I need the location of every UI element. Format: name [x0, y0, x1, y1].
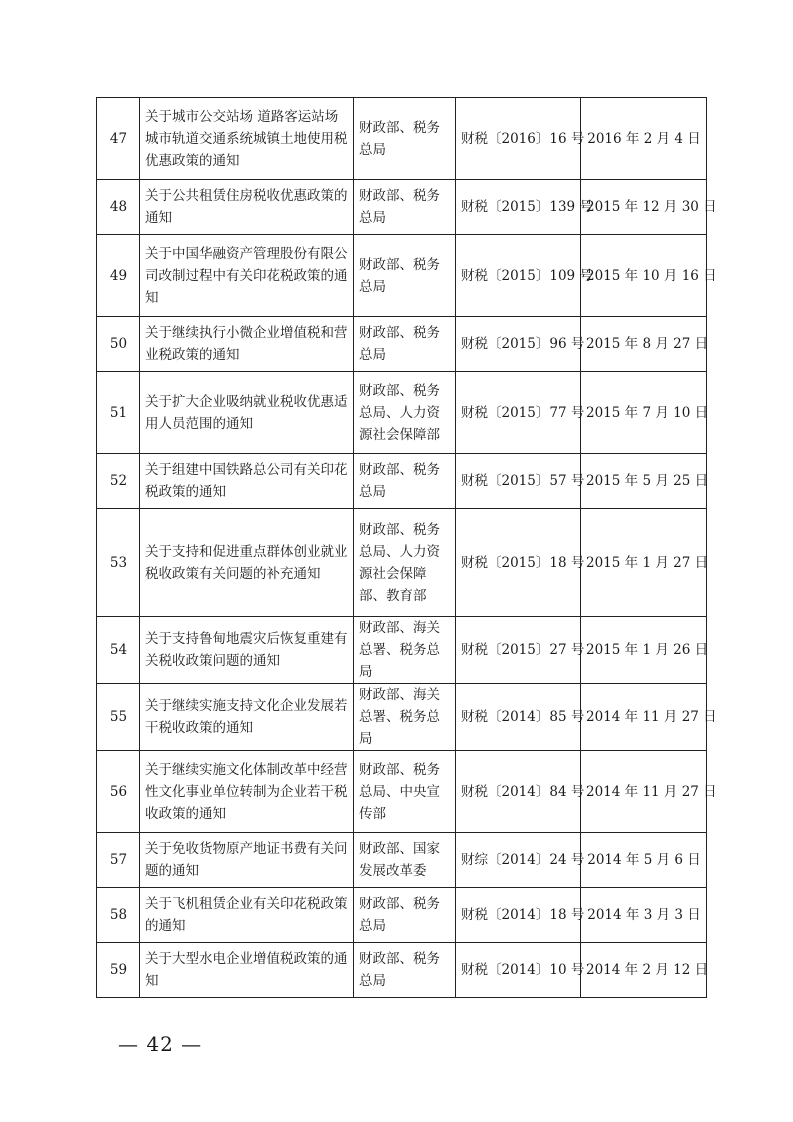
- table-row: [97, 235, 707, 317]
- issue-date: 2014 年 3 月 3 日: [581, 888, 707, 943]
- policy-title: 关于大型水电企业增值税政策的通知: [140, 943, 354, 998]
- table-row: [97, 98, 707, 180]
- policy-table-body: [97, 98, 717, 998]
- table-row: [97, 372, 707, 454]
- policy-title: 关于支持鲁甸地震灾后恢复重建有关税收政策问题的通知: [140, 617, 354, 684]
- issue-date: 2015 年 1 月 26 日: [581, 617, 707, 684]
- table-row: [97, 751, 707, 833]
- issue-date: 2015 年 7 月 10 日: [581, 372, 707, 454]
- issue-date: 2015 年 12 月 30 日: [581, 180, 707, 235]
- table-row: [97, 509, 707, 617]
- document-number: 财税〔2015〕57 号: [456, 454, 581, 509]
- table-row: [97, 454, 707, 509]
- document-number: 财税〔2016〕16 号: [456, 98, 581, 180]
- row-number: 54: [97, 617, 140, 684]
- document-number: 财综〔2014〕24 号: [456, 833, 581, 888]
- document-number: 财税〔2015〕27 号: [456, 617, 581, 684]
- policy-title: 关于支持和促进重点群体创业就业税收政策有关问题的补充通知: [140, 509, 354, 617]
- policy-title: 关于飞机租赁企业有关印花税政策的通知: [140, 888, 354, 943]
- issuing-department: 财政部、海关总署、税务总局: [354, 617, 456, 684]
- policy-title: 关于继续实施支持文化企业发展若干税收政策的通知: [140, 684, 354, 751]
- row-number: 51: [97, 372, 140, 454]
- issuing-department: 财政部、税务总局: [354, 888, 456, 943]
- policy-title: 关于公共租赁住房税收优惠政策的通知: [140, 180, 354, 235]
- row-number: 59: [97, 943, 140, 998]
- issuing-department: 财政部、税务总局、人力资源社会保障部: [354, 372, 456, 454]
- issue-date: 2014 年 11 月 27 日: [581, 751, 707, 833]
- row-number: 49: [97, 235, 140, 317]
- policy-title: 关于中国华融资产管理股份有限公司改制过程中有关印花税政策的通知: [140, 235, 354, 317]
- policy-title: 关于组建中国铁路总公司有关印花税政策的通知: [140, 454, 354, 509]
- issuing-department: 财政部、海关总署、税务总局: [354, 684, 456, 751]
- table-row: [97, 888, 707, 943]
- document-number: 财税〔2015〕18 号: [456, 509, 581, 617]
- table-row: [97, 833, 707, 888]
- issue-date: 2015 年 5 月 25 日: [581, 454, 707, 509]
- row-number: 48: [97, 180, 140, 235]
- issuing-department: 财政部、税务总局、人力资源社会保障部、教育部: [354, 509, 456, 617]
- row-number: 58: [97, 888, 140, 943]
- table-row: [97, 943, 707, 998]
- policy-title: 关于扩大企业吸纳就业税收优惠适用人员范围的通知: [140, 372, 354, 454]
- issuing-department: 财政部、税务总局: [354, 98, 456, 180]
- policy-title: 关于免收货物原产地证书费有关问题的通知: [140, 833, 354, 888]
- issuing-department: 财政部、税务总局: [354, 180, 456, 235]
- table-row: [97, 684, 707, 751]
- row-number: 55: [97, 684, 140, 751]
- table-row: [97, 180, 707, 235]
- issue-date: 2014 年 5 月 6 日: [581, 833, 707, 888]
- row-number: 53: [97, 509, 140, 617]
- document-number: 财税〔2014〕84 号: [456, 751, 581, 833]
- document-number: 财税〔2015〕77 号: [456, 372, 581, 454]
- row-number: 52: [97, 454, 140, 509]
- document-number: 财税〔2015〕96 号: [456, 317, 581, 372]
- issuing-department: 财政部、税务总局: [354, 235, 456, 317]
- document-number: 财税〔2015〕139 号: [456, 180, 581, 235]
- row-number: 50: [97, 317, 140, 372]
- row-number: 57: [97, 833, 140, 888]
- issuing-department: 财政部、国家发展改革委: [354, 833, 456, 888]
- issue-date: 2015 年 10 月 16 日: [581, 235, 707, 317]
- issue-date: 2016 年 2 月 4 日: [581, 98, 707, 180]
- issuing-department: 财政部、税务总局: [354, 317, 456, 372]
- issue-date: 2015 年 8 月 27 日: [581, 317, 707, 372]
- table-row: [97, 617, 707, 684]
- row-number: 47: [97, 98, 140, 180]
- issuing-department: 财政部、税务总局、中央宣传部: [354, 751, 456, 833]
- document-number: 财税〔2014〕10 号: [456, 943, 581, 998]
- document-number: 财税〔2014〕18 号: [456, 888, 581, 943]
- policy-title: 关于继续实施文化体制改革中经营性文化事业单位转制为企业若干税收政策的通知: [140, 751, 354, 833]
- policy-title: 关于城市公交站场 道路客运站场城市轨道交通系统城镇土地使用税优惠政策的通知: [140, 98, 354, 180]
- page-number: — 42 —: [118, 1032, 203, 1056]
- document-number: 财税〔2014〕85 号: [456, 684, 581, 751]
- issuing-department: 财政部、税务总局: [354, 943, 456, 998]
- issue-date: 2014 年 11 月 27 日: [581, 684, 707, 751]
- table-row: [97, 317, 707, 372]
- document-number: 财税〔2015〕109 号: [456, 235, 581, 317]
- policy-table: [96, 97, 717, 998]
- issue-date: 2015 年 1 月 27 日: [581, 509, 707, 617]
- issuing-department: 财政部、税务总局: [354, 454, 456, 509]
- policy-title: 关于继续执行小微企业增值税和营业税政策的通知: [140, 317, 354, 372]
- row-number: 56: [97, 751, 140, 833]
- issue-date: 2014 年 2 月 12 日: [581, 943, 707, 998]
